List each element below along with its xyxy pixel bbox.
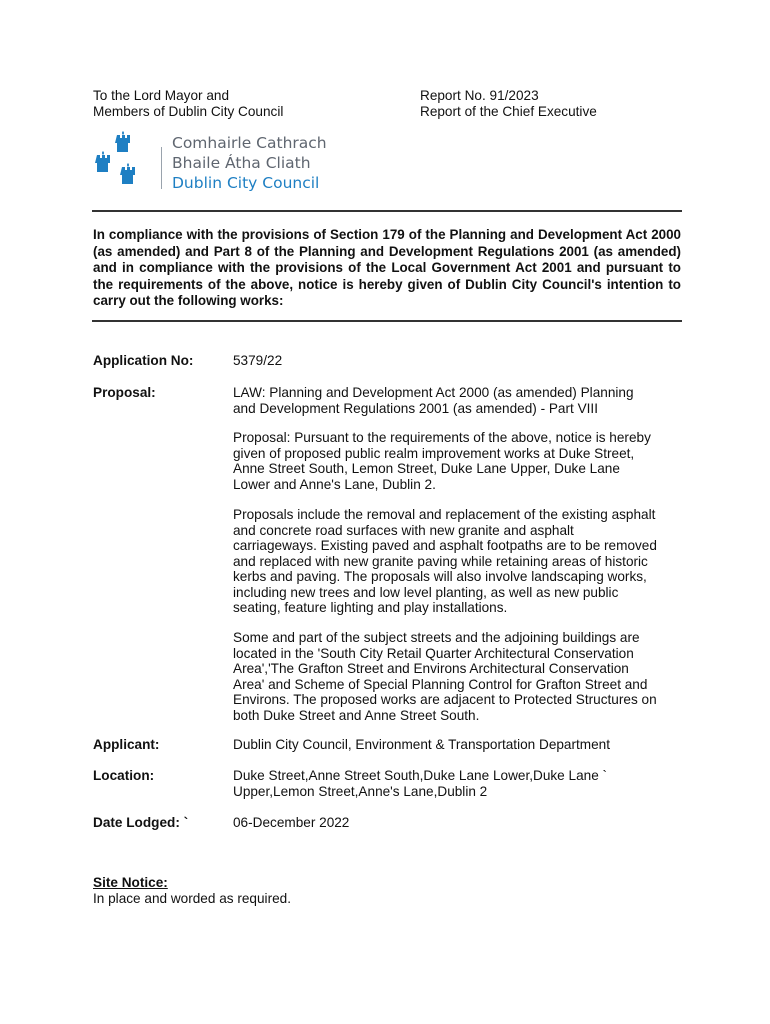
- addressee-block: [93, 88, 283, 120]
- report-author: Report of the Chief Executive: [420, 104, 597, 119]
- application-label: Application No:: [93, 353, 194, 368]
- paragraph-line: Some and part of the subject streets and the adjoining buildings are: [233, 630, 640, 645]
- applicant-label: Applicant:: [93, 737, 160, 752]
- report-info-block: [420, 88, 597, 120]
- paragraph-line: both Duke Street and Anne Street South.: [233, 707, 480, 723]
- addressee-line-1: To the Lord Mayor and: [93, 88, 230, 103]
- report-number: Report No. 91/2023: [420, 88, 539, 103]
- proposal-law: [233, 385, 683, 416]
- paragraph-line: Area' and Scheme of Special Planning Control for Grafton Street and: [233, 676, 648, 692]
- paragraph-line: including new trees and low level planting, as well as new public: [233, 584, 619, 600]
- law-line: and Development Regulations 2001 (as amended) - Part VIII: [233, 400, 598, 416]
- location-line: Upper,Lemon Street,Anne's Lane,Dublin 2: [233, 783, 488, 799]
- site-notice-title: Site Notice:: [93, 875, 168, 890]
- proposal-paragraph-3: [233, 630, 683, 723]
- paragraph-line: Proposal: Pursuant to the requirements of the above, notice is hereby: [233, 430, 651, 445]
- dublin-city-council-logo: [95, 131, 335, 193]
- logo-line-irish-1: Comhairle Cathrach: [172, 134, 327, 152]
- paragraph-line: Environs. The proposed works are adjacent to Protected Structures on: [233, 692, 657, 707]
- paragraph-line: kerbs and paving. The proposals will also involve landscaping works,: [233, 569, 647, 584]
- intro-statement: In compliance with the provisions of Section 179 of the Planning and Development Act 2000 (as amended) and Part 8 of the Planning and Development Regulations 2001 (as amended) and in compliance with the provisions of the Local Government Act 2001 and pursuant to the requirements of the above, notice is hereby given of Dublin City Council's intention to carry out the following works:: [93, 227, 681, 309]
- law-line: LAW: Planning and Development Act 2000 (as amended) Planning: [233, 385, 634, 400]
- proposal-paragraph-2: [233, 507, 683, 616]
- proposal-paragraph-1: [233, 430, 683, 492]
- addressee-line-2: Members of Dublin City Council: [93, 104, 284, 119]
- paragraph-line: Area','The Grafton Street and Environs Architectural Conservation: [233, 661, 629, 676]
- location-label: Location:: [93, 768, 155, 783]
- logo-divider: [161, 147, 162, 189]
- application-value: 5379/22: [233, 353, 283, 368]
- paragraph-line: and replaced with new granite paving while retaining areas of historic: [233, 553, 648, 569]
- paragraph-line: Anne Street South, Lemon Street, Duke Lane Upper, Duke Lane: [233, 461, 620, 476]
- proposal-label: Proposal:: [93, 385, 156, 400]
- paragraph-line: seating, feature lighting and play installations.: [233, 600, 508, 615]
- date-lodged-label: Date Lodged: `: [93, 815, 189, 830]
- paragraph-line: Proposals include the removal and replacement of the existing asphalt: [233, 507, 656, 522]
- site-notice: [93, 875, 291, 907]
- date-lodged-value: 06-December 2022: [233, 815, 350, 830]
- paragraph-line: located in the 'South City Retail Quarter Architectural Conservation: [233, 645, 634, 661]
- top-divider: [92, 210, 682, 212]
- location-line: Duke Street,Anne Street South,Duke Lane Lower,Duke Lane `: [233, 768, 608, 783]
- castles-crest-icon: [95, 131, 155, 193]
- logo-wordmark: [172, 133, 327, 193]
- location-value: [233, 768, 681, 799]
- paragraph-line: Lower and Anne's Lane, Dublin 2.: [233, 476, 436, 492]
- applicant-value: Dublin City Council, Environment & Transportation Department: [233, 737, 611, 752]
- logo-line-english: Dublin City Council: [172, 174, 320, 192]
- paragraph-line: and concrete road surfaces with new granite and asphalt: [233, 522, 574, 538]
- logo-line-irish-2: Bhaile Átha Cliath: [172, 154, 311, 172]
- bottom-divider: [92, 320, 682, 322]
- paragraph-line: given of proposed public realm improvement works at Duke Street,: [233, 445, 635, 461]
- site-notice-text: In place and worded as required.: [93, 891, 291, 906]
- paragraph-line: carriageways. Existing paved and asphalt footpaths are to be removed: [233, 538, 657, 553]
